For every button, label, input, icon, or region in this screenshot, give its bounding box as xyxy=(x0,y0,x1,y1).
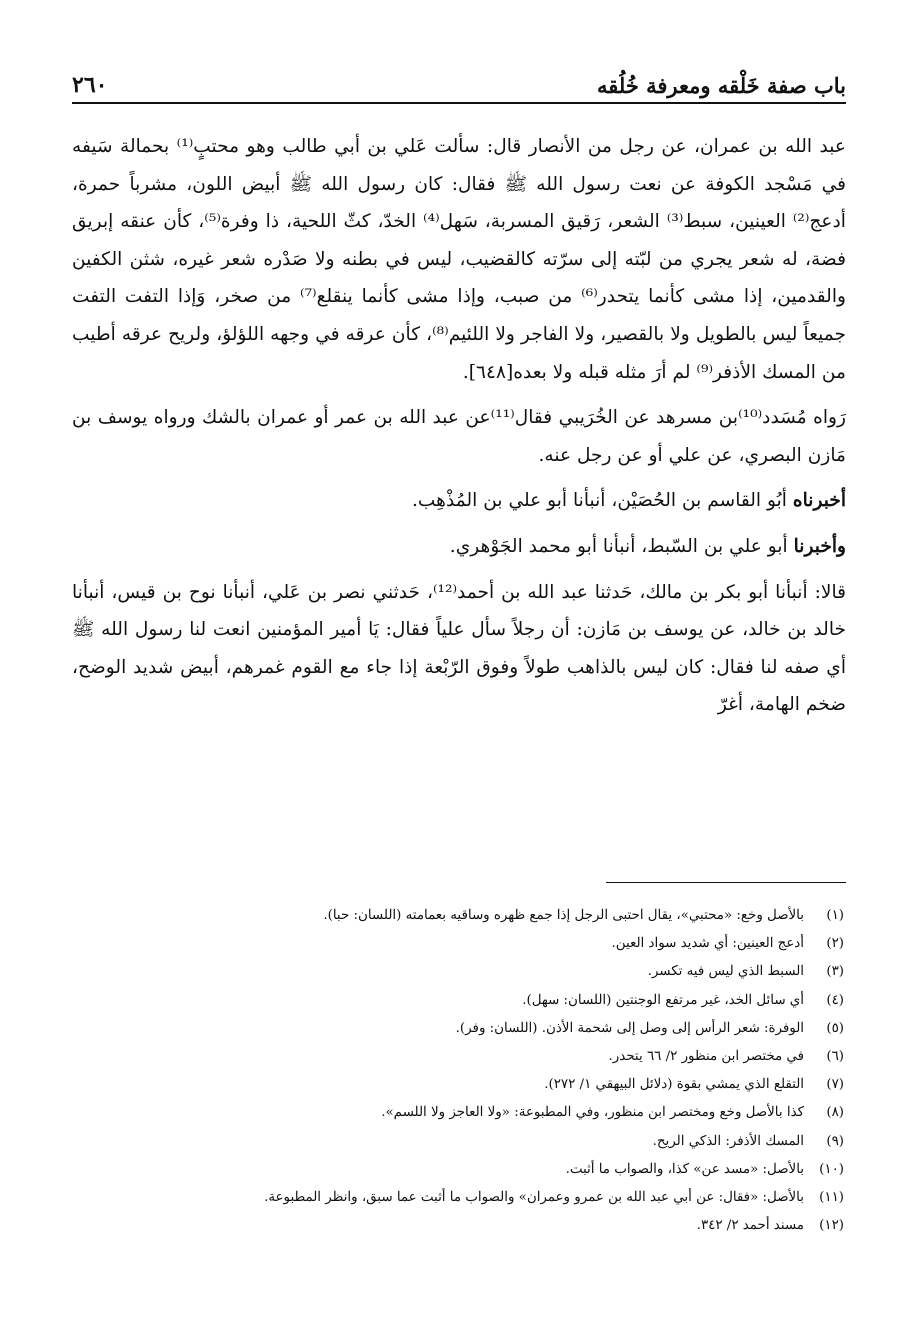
footnote-item xyxy=(72,902,844,930)
page-number: ٢٦٠ xyxy=(72,72,108,98)
footnote-number: (٧) xyxy=(826,1077,844,1093)
footnote-number: (٢) xyxy=(826,936,844,952)
paragraph-2: رَواه مُسَدد⁽¹⁰⁾بن مسرهد عن الخُرَيبي فقال⁽¹¹⁾عن عبد الله بن عمر أو عمران بالشك ورواه يوسف بن مَازن البصري، عن علي أو عن رجل عنه. xyxy=(72,407,847,466)
chapter-title: باب صفة خَلْقه ومعرفة خُلُقه xyxy=(596,73,846,98)
paragraph-4-text: أبو علي بن السّبط، أنبأنا أبو محمد الجَوْهري. xyxy=(449,535,794,557)
footnote-item xyxy=(72,1071,844,1099)
footnote-item xyxy=(72,1128,844,1156)
footnote-text: السبط الذي ليس فيه تكسر. xyxy=(647,964,804,980)
footnote-text: أدعج العينين: أي شديد سواد العين. xyxy=(611,936,804,952)
paragraph-4 xyxy=(72,528,846,566)
paragraph-5: قالا: أنبأنا أبو بكر بن مالك، حَدثنا عبد الله بن أحمد⁽¹²⁾، حَدثني نصر بن عَلي، أنبأنا نوح بن قيس، أنبأنا خالد بن خالد، عن يوسف بن مَازن: أن رجلاً سأل علياً فقال: يَا أمير المؤمنين انعت لنا رسول الله ﷺ أي صفه لنا فقال: كان ليس بالذاهب طولاً وفوق الرّبْعة إذا جاء مع القوم غمرهم، أبيض شديد الوضح، ضخم الهامة، أغرّ xyxy=(72,581,846,716)
footnote-number: (١٢) xyxy=(819,1218,844,1234)
footnote-text: المسك الأذفر: الذكي الريح. xyxy=(652,1133,804,1149)
paragraph-3-text: أبُو القاسم بن الحُصَيْن، أنبأنا أبو علي بن المُذْهِب. xyxy=(412,490,793,512)
footnote-number: (٨) xyxy=(826,1105,844,1121)
footnote-text: في مختصر ابن منظور ٢/ ٦٦ يتحدر. xyxy=(608,1049,804,1065)
footnote-text: بالأصل: «فقال: عن أبي عبد الله بن عمرو وعمران» والصواب ما أثبت عما سبق، وانظر المطبوعة. xyxy=(264,1190,804,1206)
footnote-text: بالأصل وخع: «محتبي»، يقال احتبى الرجل إذا جمع ظهره وساقيه بعمامته (اللسان: حبا). xyxy=(323,908,804,923)
footnote-divider xyxy=(606,882,846,883)
paragraph-3 xyxy=(72,482,846,520)
footnote-item xyxy=(72,958,844,986)
footnote-item xyxy=(72,1015,844,1043)
running-header xyxy=(72,62,846,104)
footnote-item xyxy=(72,1099,844,1127)
paragraph-4-lead: وأخبرنا xyxy=(793,535,846,557)
footnote-text: مسند أحمد ٢/ ٣٤٢. xyxy=(696,1218,804,1234)
footnote-number: (٤) xyxy=(826,992,844,1008)
footnote-number: (٣) xyxy=(826,964,844,980)
footnote-item xyxy=(72,930,844,958)
footnote-item xyxy=(72,1212,844,1240)
footnote-number: (١٠) xyxy=(819,1161,844,1177)
main-text xyxy=(72,128,846,732)
footnote-text: بالأصل: «مسد عن» كذا، والصواب ما أثبت. xyxy=(565,1161,804,1177)
footnote-number: (١) xyxy=(826,908,844,923)
footnote-number: (٦) xyxy=(826,1049,844,1065)
footnote-text: الوفرة: شعر الرأس إلى وصل إلى شحمة الأذن. (اللسان: وفر). xyxy=(455,1020,804,1036)
footnote-text: التقلع الذي يمشي بقوة (دلائل البيهقي ١/ ٢٧٢). xyxy=(544,1077,804,1093)
footnote-item xyxy=(72,1043,844,1071)
footnote-item xyxy=(72,1156,844,1184)
footnote-number: (٩) xyxy=(826,1133,844,1149)
footnote-number: (١١) xyxy=(819,1190,844,1206)
footnote-item xyxy=(72,987,844,1015)
paragraph-3-lead: أخبرناه xyxy=(792,490,846,512)
paragraph-1: عبد الله بن عمران، عن رجل من الأنصار قال: سألت عَلي بن أبي طالب وهو محتبٍ⁽¹⁾ بحمالة سَيفه في مَسْجد الكوفة عن نعت رسول الله ﷺ فقال: كان رسول الله ﷺ أبيض اللون، مشرباً حمرة، أدعج⁽²⁾ العينين، سبط⁽³⁾ الشعر، رَقيق المسربة، سَهل⁽⁴⁾ الخدّ، كثّ اللحية، ذا وفرة⁽⁵⁾، كأن عنقه إبريق فضة، له شعر يجري من لبّته إلى سرّته كالقضيب، ليس في بطنه ولا صَدْره شعر غيره، شثن الكفين والقدمين، إذا مشى كأنما يتحدر⁽⁶⁾ من صبب، وإذا مشى كأنما ينقلع⁽⁷⁾ من صخر، وَإذا التفت التفت جميعاً ليس بالطويل ولا بالقصير، ولا الفاجر ولا اللئيم⁽⁸⁾، كأن عرقه في وجهه اللؤلؤ، ولريح عرقه أطيب من المسك الأذفر⁽⁹⁾ لم أرَ مثله قبله ولا بعده[٦٤٨]. xyxy=(72,136,846,383)
footnote-number: (٥) xyxy=(826,1020,844,1036)
footnote-item xyxy=(72,1184,844,1212)
footnote-text: كذا بالأصل وخع ومختصر ابن منظور، وفي المطبوعة: «ولا العاجز ولا اللسم». xyxy=(381,1105,804,1121)
footnote-text: أي سائل الخد، غير مرتفع الوجنتين (اللسان: سهل). xyxy=(522,992,804,1008)
footnotes xyxy=(72,902,844,1240)
